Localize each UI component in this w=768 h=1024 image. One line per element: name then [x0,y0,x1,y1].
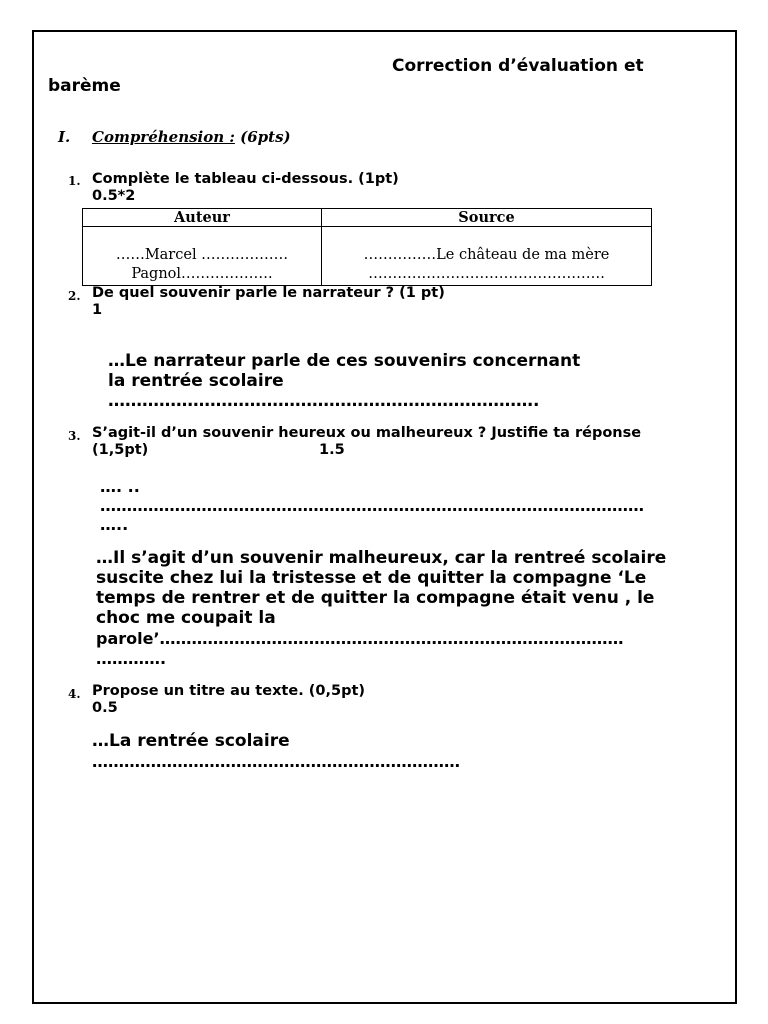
q2-answer-line-2: la rentrée scolaire [108,371,284,391]
q3-blank-line-1: …. .. [100,477,140,496]
q3-score: 1.5 [319,442,345,458]
q3-answer-line-2: suscite chez lui la tristesse et de quitter la compagne ‘Le [96,568,647,588]
q3-answer-line-1: …Il s’agit d’un souvenir malheureux, car la rentreé scolaire [96,548,667,568]
q1-number: 1. [68,174,81,188]
source-line-1: ……………Le château de ma mère [363,247,610,263]
q3-number: 3. [68,429,81,443]
author-line-2: Pagnol………………. [131,266,273,282]
title-line-2: barème [48,76,121,96]
q4-answer-line-1: …La rentrée scolaire [92,731,290,751]
q3-answer-line-6: …………. [96,649,167,668]
author-source-table [82,208,652,286]
q3-blank-line-3: ….. [100,515,129,534]
q4-number: 4. [68,687,81,701]
q3-answer-line-5: parole’…………………………………………………………………………… [96,629,624,648]
author-line-1: ……Marcel ……………… [115,247,289,263]
q2-text: De quel souvenir parle le narrateur ? (1 pt) [92,285,445,301]
q3-points: (1,5pt) [92,442,149,458]
section-title-label: Compréhension : [92,128,235,146]
table-cell-source [322,227,652,286]
q3-text: S’agit-il d’un souvenir heureux ou malheureux ? Justifie ta réponse [92,425,642,441]
q3-answer-line-4: choc me coupait la [96,608,276,628]
q3-blank-line-2: ………………………………………………………………………………………… [100,496,644,515]
q4-text: Propose un titre au texte. (0,5pt) [92,683,366,699]
q4-answer-line-2: …………………………………………………………… [92,752,460,771]
q2-number: 2. [68,289,81,303]
section-title [92,128,291,146]
q2-answer-line-1: …Le narrateur parle de ces souvenirs concernant [108,351,581,371]
q2-score: 1 [92,302,103,318]
q1-text: Complète le tableau ci-dessous. (1pt) [92,171,399,187]
q3-answer-line-3: temps de rentrer et de quitter la compagne était venu , le [96,588,655,608]
table-cell-author [83,227,322,286]
q4-score: 0.5 [92,700,118,716]
title-line-1: Correction d’évaluation et [392,56,644,76]
table-header-source: Source [322,209,652,227]
q1-score: 0.5*2 [92,188,136,204]
table-header-author: Auteur [83,209,322,227]
section-points: (6pts) [234,128,291,146]
source-line-2: …………………………………………. [368,266,605,282]
q2-answer-line-3: …………………………………………………………………. [108,391,540,411]
section-number: I. [58,128,71,146]
